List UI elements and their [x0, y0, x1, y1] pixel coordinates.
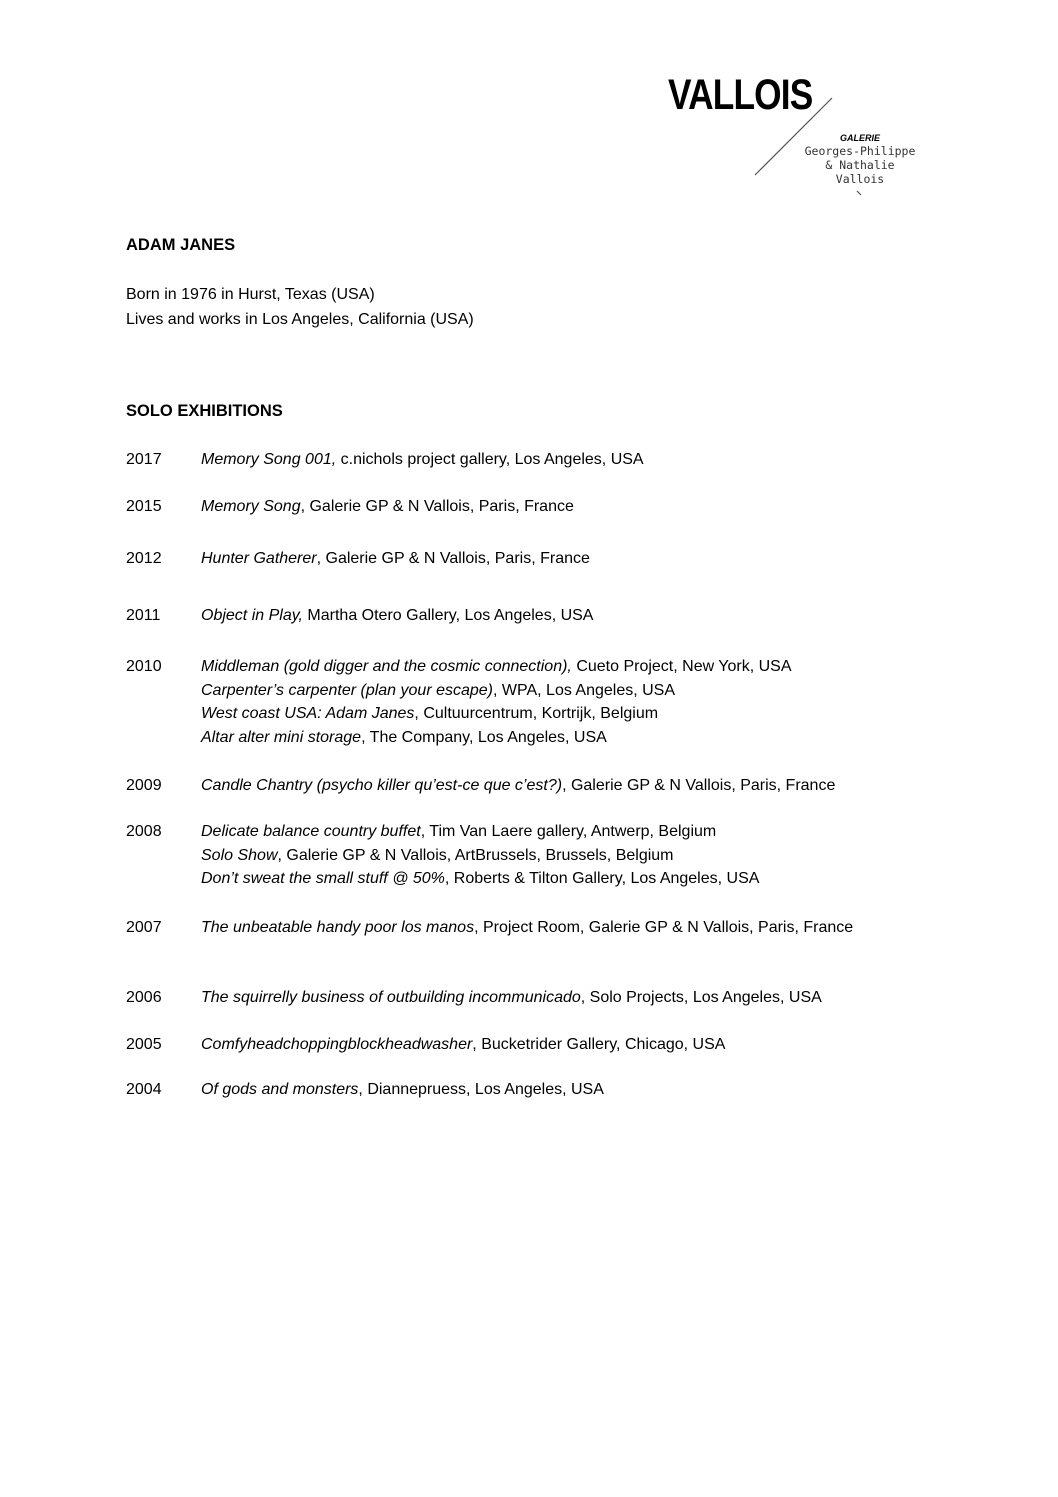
exhibition-year: 2017	[126, 451, 162, 468]
exhibition-line	[201, 916, 941, 940]
exhibition-title: Solo Show	[201, 846, 278, 864]
exhibition-title: Candle Chantry (psycho killer qu’est-ce que c’est?)	[201, 777, 563, 794]
exhibition-lines	[201, 820, 941, 891]
exhibition-venue: , WPA, Los Angeles, USA	[493, 681, 676, 699]
exhibition-title: Of gods and monsters	[201, 1081, 359, 1098]
exhibition-title: Object in Play,	[201, 607, 308, 624]
exhibition-venue: , Cultuurcentrum, Kortrijk, Belgium	[414, 705, 659, 722]
exhibition-venue: c.nichols project gallery, Los Angeles, USA	[340, 451, 644, 468]
exhibition-line	[201, 726, 941, 750]
exhibition-venue: , Diannepruess, Los Angeles, USA	[358, 1081, 604, 1098]
exhibition-venue: , Roberts & Tilton Gallery, Los Angeles, USA	[444, 870, 760, 887]
exhibition-line	[201, 495, 941, 519]
exhibition-year: 2005	[126, 1036, 162, 1053]
exhibition-line	[201, 820, 941, 844]
exhibition-year: 2007	[126, 919, 162, 936]
exhibition-lines	[201, 916, 941, 940]
logo-line-2: & Nathalie	[825, 158, 895, 172]
exhibition-title: Carpenter’s carpenter (plan your escape)	[201, 681, 494, 699]
exhibition-year: 2011	[126, 607, 161, 624]
exhibition-line	[201, 702, 941, 726]
exhibition-lines	[201, 495, 941, 519]
exhibition-venue: , Galerie GP & N Vallois, Paris, France	[562, 777, 836, 794]
exhibition-venue: , Project Room, Galerie GP & N Vallois, Paris, France	[474, 919, 854, 936]
exhibition-year: 2008	[126, 823, 162, 840]
logo-galerie-label: GALERIE	[839, 133, 880, 143]
exhibition-line	[201, 604, 941, 628]
exhibition-title: The unbeatable handy poor los manos	[201, 919, 475, 936]
exhibition-title: Altar alter mini storage	[201, 728, 362, 746]
exhibition-year: 2010	[126, 658, 162, 675]
exhibition-title: Memory Song	[201, 498, 301, 515]
exhibition-year: 2004	[126, 1081, 162, 1098]
exhibition-lines	[201, 1078, 941, 1102]
exhibition-year: 2009	[126, 777, 162, 794]
exhibition-venue: , Tim Van Laere gallery, Antwerp, Belgium	[420, 823, 717, 840]
exhibition-title: Memory Song 001,	[201, 451, 341, 468]
exhibition-line	[201, 655, 941, 679]
exhibition-line	[201, 774, 941, 798]
exhibition-lines	[201, 448, 941, 472]
gallery-logo	[0, 0, 1058, 220]
exhibition-venue: Cueto Project, New York, USA	[576, 658, 792, 675]
logo-slash-lines	[0, 0, 1058, 220]
exhibition-title: Middleman (gold digger and the cosmic connection),	[201, 658, 577, 675]
exhibition-title: Don’t sweat the small stuff @ 50%	[201, 870, 445, 887]
exhibition-title: Delicate balance country buffet	[201, 823, 421, 840]
exhibition-line	[201, 844, 941, 868]
logo-line-3: Vallois	[835, 172, 885, 186]
exhibition-title: Comfyheadchoppingblockheadwasher	[201, 1036, 473, 1053]
exhibition-lines	[201, 655, 941, 749]
exhibition-line	[201, 679, 941, 703]
logo-line-1: Georges-Philippe	[804, 144, 916, 158]
exhibition-title: West coast USA: Adam Janes	[201, 705, 415, 722]
exhibition-line	[201, 867, 941, 891]
exhibition-line	[201, 547, 941, 571]
exhibition-line	[201, 986, 941, 1010]
exhibition-lines	[201, 774, 941, 798]
exhibition-year: 2015	[126, 498, 162, 515]
exhibition-line	[201, 448, 941, 472]
exhibition-year: 2006	[126, 989, 162, 1006]
exhibition-line	[201, 1078, 941, 1102]
exhibition-venue: , Galerie GP & N Vallois, Paris, France	[316, 550, 590, 567]
section-heading-solo-exhibitions: SOLO EXHIBITIONS	[126, 402, 283, 420]
exhibition-lines	[201, 547, 941, 571]
exhibition-lines	[201, 986, 941, 1010]
exhibition-lines	[201, 1033, 941, 1057]
artist-born: Born in 1976 in Hurst, Texas (USA)	[126, 286, 375, 303]
exhibition-venue: , Solo Projects, Los Angeles, USA	[580, 989, 822, 1006]
logo-wordmark: VALLOIS	[668, 71, 813, 119]
exhibition-venue: , Galerie GP & N Vallois, Paris, France	[300, 498, 574, 515]
exhibition-venue: , The Company, Los Angeles, USA	[361, 728, 607, 746]
exhibition-lines	[201, 604, 941, 628]
artist-lives: Lives and works in Los Angeles, California (USA)	[126, 311, 474, 328]
exhibition-venue: , Galerie GP & N Vallois, ArtBrussels, Brussels, Belgium	[277, 846, 674, 864]
exhibition-line	[201, 1033, 941, 1057]
exhibition-venue: , Bucketrider Gallery, Chicago, USA	[472, 1036, 726, 1053]
exhibition-title: The squirrelly business of outbuilding incommunicado	[201, 989, 581, 1006]
exhibition-venue: Martha Otero Gallery, Los Angeles, USA	[307, 607, 594, 624]
exhibition-title: Hunter Gatherer	[201, 550, 317, 567]
artist-name: ADAM JANES	[126, 236, 236, 254]
exhibition-year: 2012	[126, 550, 162, 567]
